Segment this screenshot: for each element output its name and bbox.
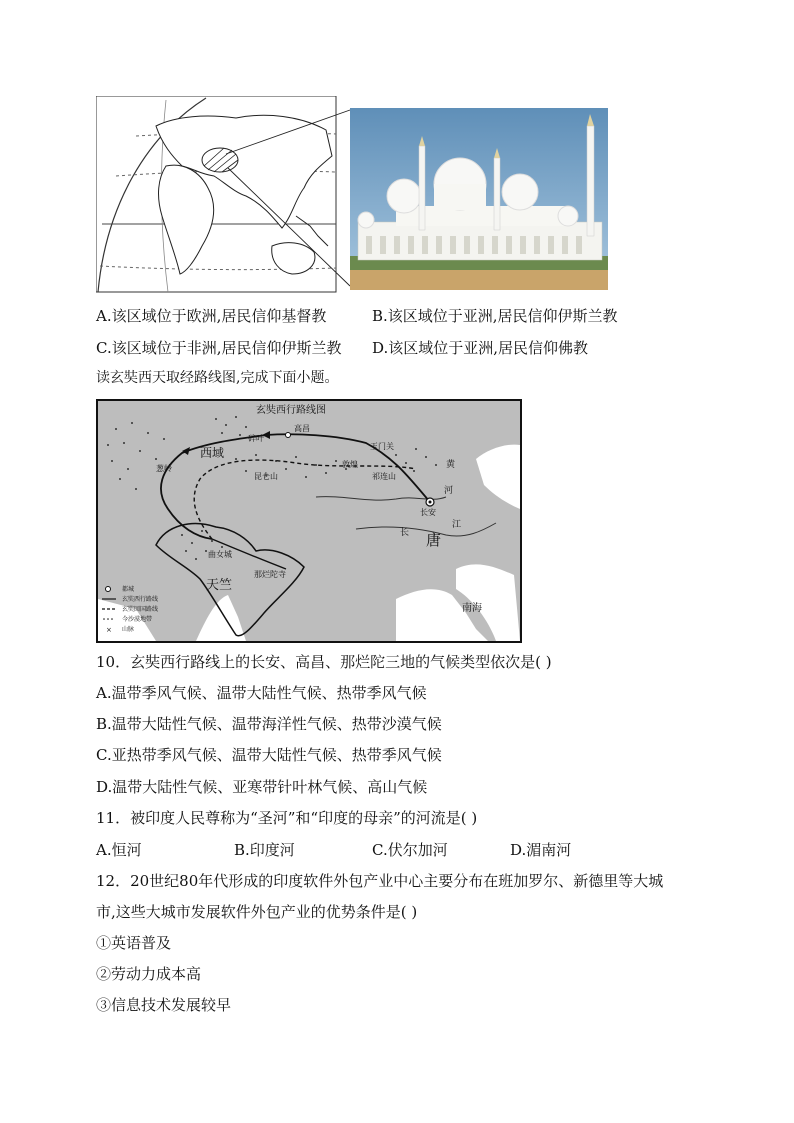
- label-dunhuang: 敦煌: [342, 460, 358, 469]
- svg-text:×: ×: [106, 626, 112, 634]
- legend-route-west: 玄奘西行路线: [122, 596, 159, 603]
- globe-map: [96, 96, 350, 292]
- label-shenducity: 曲女城: [208, 550, 232, 559]
- label-changan: 长安: [420, 508, 436, 517]
- q11-stem: 11．被印度人民尊称为“圣河”和“印度的母亲”的河流是( ): [96, 809, 478, 827]
- label-kunlun: 昆仑山: [254, 472, 278, 481]
- label-chang: 长: [400, 528, 410, 538]
- label-he: 河: [444, 486, 454, 496]
- region-figure: [96, 96, 612, 294]
- q12-stem-line2: 市,这些大城市发展软件外包产业的优势条件是( ): [96, 903, 418, 921]
- label-qilian: 祁连山: [372, 472, 396, 481]
- q11-option-a: A.恒河: [96, 841, 142, 859]
- q10-option-a: A.温带季风气候、温带大陆性气候、热带季风气候: [96, 684, 427, 702]
- mosque-photo: [350, 108, 608, 290]
- q12-item-1: ①英语普及: [96, 934, 172, 952]
- label-nanhai: 南海: [462, 603, 482, 614]
- q12-stem-line1: 12．20世纪80年代形成的印度软件外包产业中心主要分布在班加罗尔、新德里等大城: [96, 872, 664, 890]
- q12-item-3: ③信息技术发展较早: [96, 996, 232, 1014]
- route-map: [96, 399, 522, 643]
- q9-option-b: B.该区域位于亚洲,居民信仰伊斯兰教: [372, 307, 618, 325]
- legend-route-back: 玄奘回国路线: [122, 606, 159, 613]
- q9-option-d: D.该区域位于亚洲,居民信仰佛教: [372, 339, 589, 357]
- q9-option-a: A.该区域位于欧洲,居民信仰基督教: [96, 307, 327, 325]
- label-xiyu: 西域: [200, 446, 225, 460]
- legend-capital: 都城: [122, 586, 135, 593]
- q12-item-2: ②劳动力成本高: [96, 965, 202, 983]
- q11-option-d: D.湄南河: [510, 841, 572, 859]
- q10-option-d: D.温带大陆性气候、亚寒带针叶林气候、高山气候: [96, 778, 428, 796]
- label-huang: 黄: [446, 460, 456, 470]
- label-tianzhu: 天竺: [206, 578, 233, 593]
- map-title: 玄奘西行路线图: [256, 405, 326, 416]
- label-tang: 唐: [426, 531, 442, 549]
- label-nalanda: 那烂陀寺: [254, 570, 286, 579]
- q10-option-b: B.温带大陆性气候、温带海洋性气候、热带沙漠气候: [96, 715, 442, 733]
- label-congling: 葱岭: [156, 464, 172, 473]
- q9-option-c: C.该区域位于非洲,居民信仰伊斯兰教: [96, 339, 342, 357]
- label-yumenguan: 玉门关: [370, 442, 394, 451]
- intro-text: 读玄奘西天取经路线图,完成下面小题。: [96, 370, 339, 386]
- q10-stem: 10．玄奘西行路线上的长安、高昌、那烂陀三地的气候类型依次是( ): [96, 653, 552, 671]
- legend-mountain: 山脉: [122, 626, 135, 633]
- q11-option-b: B.印度河: [234, 841, 295, 859]
- label-jiang: 江: [452, 520, 462, 530]
- label-gaochang: 高昌: [294, 424, 310, 433]
- q10-option-c: C.亚热带季风气候、温带大陆性气候、热带季风气候: [96, 746, 442, 764]
- label-suiye: 碎叶: [248, 434, 264, 443]
- q11-option-c: C.伏尔加河: [372, 841, 448, 859]
- legend-desert: 今沙漠地带: [122, 616, 153, 623]
